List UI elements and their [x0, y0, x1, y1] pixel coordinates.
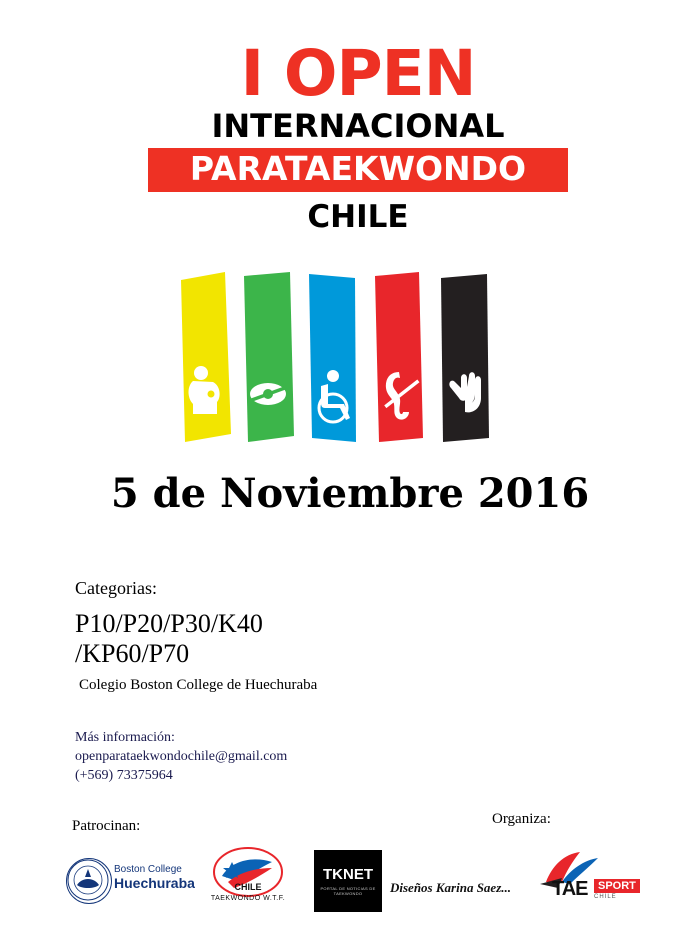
- info-block: [75, 578, 635, 785]
- tknet-tagline: PORTAL DE NOTICIAS DE TAEKWONDO: [320, 886, 376, 896]
- hearing-impairment-icon: [371, 272, 427, 442]
- title-block: [72, 6, 628, 268]
- bar-hearing: [371, 272, 427, 442]
- contact-phone: (+569) 73375964: [75, 768, 173, 783]
- title-parataekwondo-banner: [148, 148, 568, 192]
- tae-sport-badge: SPORT: [594, 879, 640, 893]
- boston-college-seal-icon: [66, 858, 112, 904]
- tae-wordmark: TAE: [552, 878, 588, 900]
- chile-taekwondo-line2: TAEKWONDO W.T.F.: [210, 895, 286, 902]
- disenos-karina-saez-logo: Diseños Karina Saez...: [390, 880, 511, 895]
- chile-taekwondo-wtf-logo: [210, 846, 286, 906]
- disability-icon-bars: [175, 272, 517, 448]
- title-internacional: INTERNACIONAL: [211, 107, 505, 145]
- brain-cognitive-icon: [175, 272, 231, 442]
- categories-line-1: P10/P20/P30/K40: [75, 609, 263, 638]
- wheelchair-icon: [306, 272, 362, 442]
- categories-label: Categorias:: [75, 578, 157, 598]
- event-date: 5 de Noviembre 2016: [110, 470, 590, 517]
- title-open: I OPEN: [240, 37, 476, 110]
- boston-college-line2: Huechuraba: [114, 875, 195, 891]
- boston-college-line1: Boston College: [114, 864, 182, 875]
- bar-wheelchair: [306, 272, 362, 442]
- sponsors-label: Patrocinan:: [72, 818, 141, 834]
- title-inner: [148, 22, 568, 258]
- tknet-wordmark: TKNET: [323, 866, 373, 883]
- chile-taekwondo-line1: CHILE: [234, 882, 262, 892]
- bar-visual: [240, 272, 296, 442]
- venue-text: Colegio Boston College de Huechuraba: [79, 677, 318, 693]
- sign-language-icon: [437, 272, 493, 442]
- contact-email[interactable]: openparataekwondochile@gmail.com: [75, 749, 288, 764]
- more-info-label: Más información:: [75, 730, 175, 745]
- tknet-logo: [314, 850, 382, 912]
- bar-cognitive: [175, 272, 231, 442]
- tae-chile-sub: CHILE: [594, 894, 617, 900]
- categories-line-2: /KP60/P70: [75, 639, 190, 668]
- organizer-label: Organiza:: [492, 811, 551, 827]
- title-chile: CHILE: [307, 199, 409, 235]
- title-parataekwondo: PARATAEKWONDO: [189, 149, 527, 188]
- bar-sign-language: [437, 272, 493, 442]
- boston-college-wordmark: [114, 864, 195, 891]
- boston-college-huechuraba-logo: [60, 856, 202, 904]
- tae-sport-chile-logo: [532, 848, 636, 906]
- more-info-block: [75, 728, 635, 785]
- visual-impairment-icon: [240, 272, 296, 442]
